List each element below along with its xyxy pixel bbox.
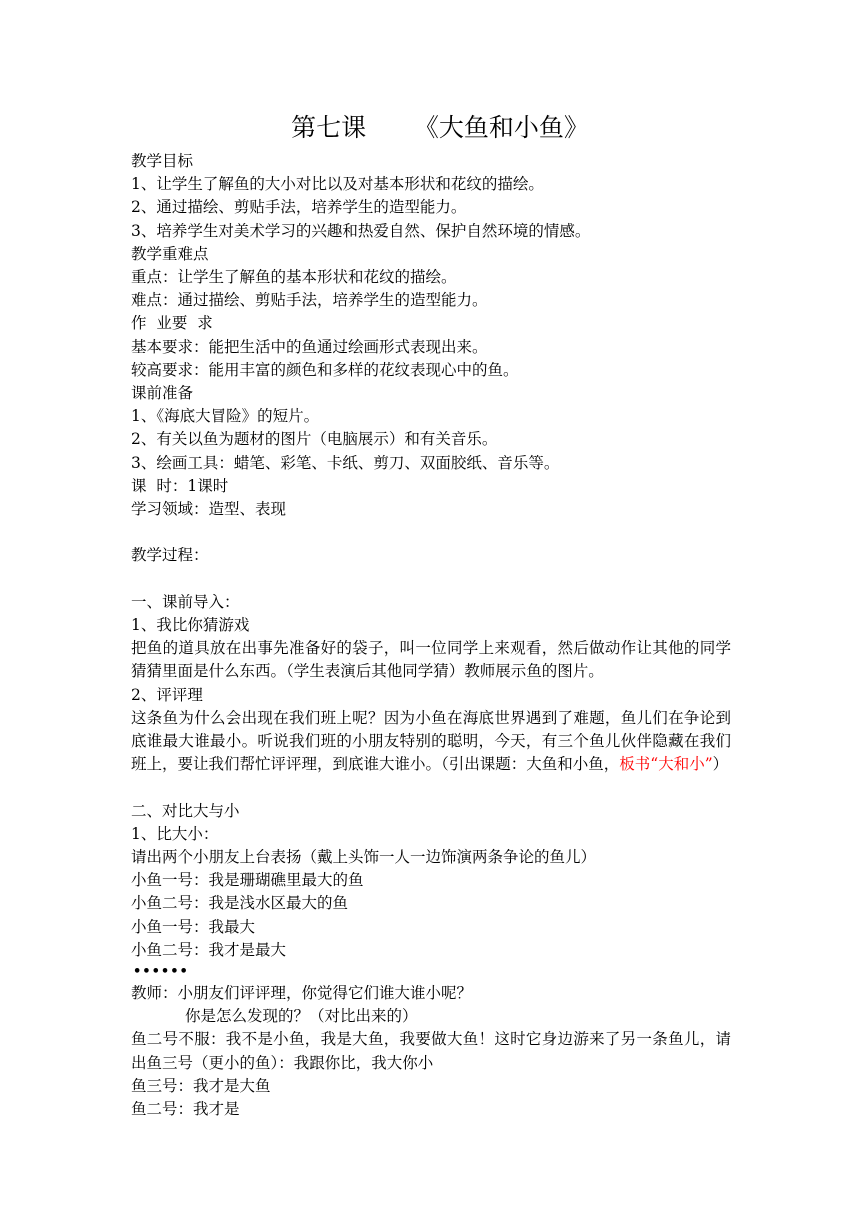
dialogue-line: 鱼三号：我才是大鱼 (131, 1076, 271, 1095)
section-heading: 二、对比大与小 (131, 801, 240, 820)
homework-item: 较高要求：能用丰富的颜色和多样的花纹表现心中的鱼。 (131, 360, 519, 379)
subsection-heading: 1、我比你猜游戏 (131, 616, 250, 635)
ellipsis-dots: •••••• (133, 964, 189, 980)
dialogue-line: 教师：小朋友们评评理，你觉得它们谁大谁小呢？ (131, 984, 473, 1003)
preparation-heading: 课前准备 (131, 384, 194, 403)
dialogue-line: 请出两个小朋友上台表扬（戴上头饰一人一边饰演两条争论的鱼儿） (131, 848, 597, 867)
spacer (131, 521, 731, 544)
preparation-item: 1、《海底大冒险》的短片。 (131, 407, 320, 426)
dialogue-line: 小鱼一号：我是珊瑚礁里最大的鱼 (131, 871, 364, 890)
dialogue-line: 鱼二号：我才是 (131, 1100, 240, 1119)
subsection-heading: 1、比大小： (131, 824, 219, 843)
dialogue-line: 小鱼一号：我最大 (131, 917, 256, 936)
paragraph-text: 这条鱼为什么会出现在我们班上呢？因为小鱼在海底世界遇到了难题，鱼儿们在争论到底谁最大谁最小。听说我们班的小朋友特别的聪明，今天，有三个鱼儿伙伴隐藏在我们班上，要让我们帮忙评评理，到底谁大谁小。（引出课题：大鱼和小鱼， (131, 708, 731, 774)
dialogue-line: 你是怎么发现的？（对比出来的） (185, 1007, 418, 1026)
paragraph: 把鱼的道具放在出事先准备好的袋子，叫一位同学上来观看，然后做动作让其他的同学猜猜里面是什么东西。（学生表演后其他同学猜）教师展示鱼的图片。 (131, 639, 731, 681)
key-points-heading: 教学重难点 (131, 244, 209, 263)
preparation-item: 3、绘画工具：蜡笔、彩笔、卡纸、剪刀、双面胶纸、音乐等。 (131, 453, 560, 472)
dialogue-line: 小鱼二号：我是浅水区最大的鱼 (131, 894, 349, 913)
paragraph: 鱼二号不服：我不是小鱼，我是大鱼，我要做大鱼！这时它身边游来了另一条鱼儿，请出鱼三号（更小的鱼）：我跟你比，我大你小 (131, 1030, 731, 1072)
spacer (131, 568, 731, 591)
preparation-item: 2、有关以鱼为题材的图片（电脑展示）和有关音乐。 (131, 430, 498, 449)
objective-item: 1、让学生了解鱼的大小对比以及对基本形状和花纹的描绘。 (131, 175, 544, 194)
section-heading: 一、课前导入： (131, 592, 240, 611)
lesson-hours: 课 时：1课时 (131, 476, 229, 495)
objective-item: 2、通过描绘、剪贴手法，培养学生的造型能力。 (131, 198, 467, 217)
learning-field: 学习领域：造型、表现 (131, 500, 287, 519)
dialogue-line: 小鱼二号：我才是最大 (131, 940, 287, 959)
paragraph-text: ） (712, 755, 729, 774)
lesson-title: 第七课 《大鱼和小鱼》 (291, 113, 589, 142)
process-heading: 教学过程： (131, 546, 209, 565)
homework-heading: 作 业要 求 (131, 314, 213, 333)
objective-item: 3、培养学生对美术学习的兴趣和热爱自然、保护自然环境的情感。 (131, 221, 591, 240)
spacer (131, 776, 731, 799)
objectives-heading: 教学目标 (131, 152, 194, 170)
document-page (131, 108, 731, 1121)
homework-item: 基本要求：能把生活中的鱼通过绘画形式表现出来。 (131, 337, 488, 356)
paragraph (131, 707, 731, 777)
board-writing-highlight: 板书“大和小” (619, 755, 713, 774)
key-point-item: 重点：让学生了解鱼的基本形状和花纹的描绘。 (131, 268, 457, 287)
subsection-heading: 2、评评理 (131, 685, 203, 704)
key-point-item: 难点：通过描绘、剪贴手法，培养学生的造型能力。 (131, 291, 488, 310)
